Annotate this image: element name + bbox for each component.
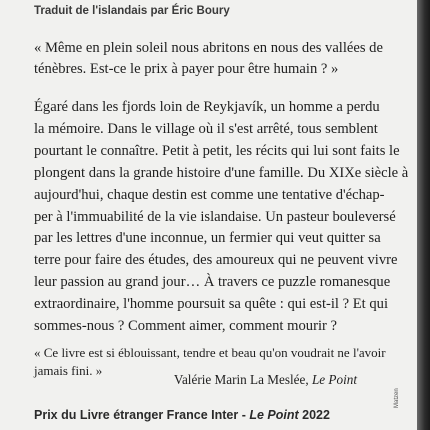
review-line: « Ce livre est si éblouissant, tendre et beau qu'on voudrait ne l'avoir	[34, 345, 386, 360]
summary-line: plongent dans la grande histoire d'une famille. Du XIXe siècle à	[34, 164, 409, 181]
summary-line: terre pour faire des études, des amoureux qui ne peuvent vivre	[34, 252, 398, 269]
summary-paragraph	[34, 97, 408, 338]
summary-line: pourtant le connaître. Petit à petit, les récits qui lui sont faits le	[34, 142, 400, 159]
summary-line: la mémoire. Dans le village où il s'est arrêté, tous semblent	[34, 120, 378, 137]
epigraph-line: ténèbres. Est-ce le prix à payer pour être humain ? »	[34, 61, 339, 77]
prize-publication: Le Point	[249, 408, 299, 422]
summary-line: extraordinaire, l'homme poursuit sa quête : qui est-il ? Et qui	[34, 296, 389, 313]
book-spine-edge	[417, 0, 430, 430]
prize-name: Prix du Livre étranger France Inter -	[34, 408, 250, 422]
prize-year: 2022	[298, 408, 330, 422]
summary-line: leur passion au grand jour… À travers ce puzzle romanesque	[34, 274, 391, 291]
epigraph-quote	[34, 38, 408, 80]
summary-line: aujourd'hui, chaque destin est comme une tentative d'échap-	[34, 186, 385, 203]
summary-line: Égaré dans les fjords loin de Reykjavík, un homme a perdu	[34, 99, 380, 115]
review-line: jamais fini. »	[34, 362, 103, 378]
photo-credit: Matzen	[394, 388, 400, 408]
summary-line: sommes-nous ? Comment aimer, comment mourir ?	[34, 318, 337, 335]
translator-credit: Traduit de l'islandais par Éric Boury	[34, 5, 230, 17]
review-publication: Le Point	[311, 372, 357, 387]
summary-line: per à l'immuabilité de la vie islandaise. Un pasteur bouleversé	[34, 208, 396, 225]
review-attribution	[174, 372, 357, 388]
summary-line: par les lettres d'une inconnue, un fermier qui veut quitter sa	[34, 230, 381, 247]
literary-prize	[34, 408, 330, 422]
epigraph-line: « Même en plein soleil nous abritons en nous des vallées de	[34, 40, 383, 56]
review-author: Valérie Marin La Meslée,	[173, 372, 312, 387]
